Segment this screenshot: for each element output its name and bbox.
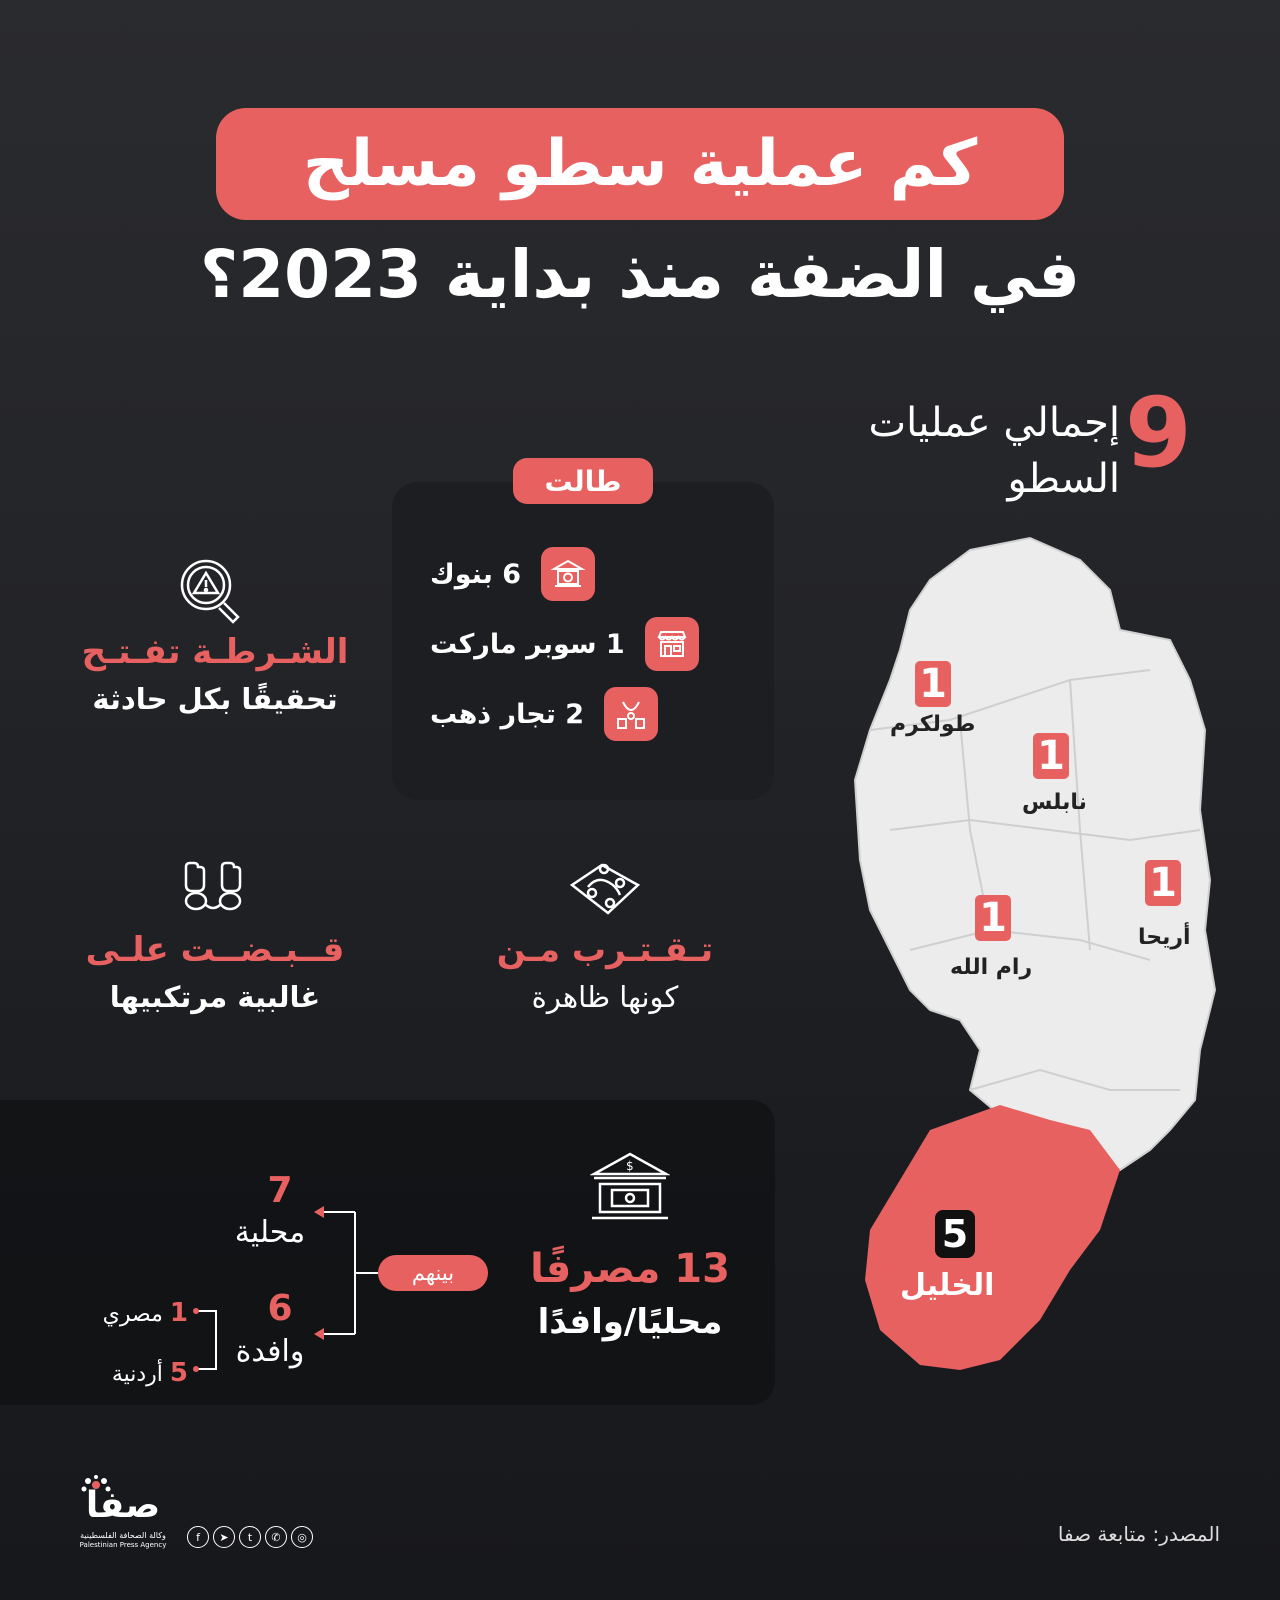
westbank-map — [850, 530, 1230, 1390]
map-count-ramallah: 1 — [975, 895, 1011, 941]
map-label-tulkarm: طولكرم — [890, 712, 976, 737]
handcuffs-icon — [180, 855, 246, 925]
between-label: بينهم — [411, 1261, 455, 1285]
map-label-hebron: الخليل — [900, 1268, 995, 1303]
source-text: المصدر: متابعة صفا — [1057, 1522, 1220, 1546]
breakdown-connector — [310, 1200, 390, 1340]
total-label-line1: إجمالي عمليات — [868, 400, 1120, 446]
svg-text:$: $ — [626, 1159, 634, 1173]
total-label — [800, 395, 1120, 507]
target-banks-text: 6 بنوك — [430, 558, 522, 590]
police-title: الشـرطـة تفـتـح — [81, 632, 349, 672]
map-label-nablus: نابلس — [1022, 790, 1087, 815]
local-label: محلية — [234, 1215, 306, 1250]
title-line2: في الضفة منذ بداية 2023؟ — [199, 236, 1081, 313]
target-row-banks — [430, 546, 746, 602]
banks-headline: 13 مصرفًا — [530, 1246, 730, 1292]
telegram-icon[interactable]: ➤ — [213, 1526, 235, 1548]
map-hebron-region — [865, 1105, 1120, 1370]
instagram-icon[interactable]: ◎ — [291, 1526, 313, 1548]
whatsapp-icon[interactable]: ✆ — [265, 1526, 287, 1548]
agency-ar: وكالة الصحافة الفلسطينية — [80, 1531, 166, 1540]
approach-subtitle: كونها ظاهرة — [531, 980, 679, 1014]
map-label-jericho: أريحا — [1138, 925, 1191, 950]
approach-title: تـقـتـرب مـن — [496, 930, 714, 970]
jordanian-count: 5 — [169, 1358, 188, 1388]
map-label-ramallah: رام الله — [950, 955, 1033, 980]
social-icons — [187, 1526, 313, 1548]
between-pill — [378, 1255, 488, 1291]
facebook-icon[interactable]: f — [187, 1526, 209, 1548]
egyptian-label: مصري — [102, 1302, 163, 1327]
map-count-hebron: 5 — [935, 1210, 975, 1258]
foreign-connector — [192, 1305, 228, 1375]
target-supermarket-text: 1 سوبر ماركت — [430, 628, 625, 660]
target-gold-text: 2 تجار ذهب — [430, 698, 585, 730]
title-pill — [216, 108, 1064, 220]
arrests-title: قــبـضــت علـى — [85, 930, 345, 970]
jordanian-label: أردنية — [111, 1362, 163, 1387]
tumblr-icon[interactable]: t — [239, 1526, 261, 1548]
store-icon — [645, 617, 699, 671]
police-subtitle: تحقيقًا بكل حادثة — [92, 682, 338, 716]
safa-logo — [68, 1475, 178, 1549]
banks-subheadline: محليًا/وافدًا — [537, 1302, 723, 1342]
agency-en: Palestinian Press Agency — [79, 1541, 167, 1549]
map-count-jericho: 1 — [1145, 860, 1181, 906]
title-line1: كم عملية سطو مسلح — [302, 127, 978, 201]
target-row-gold — [430, 686, 746, 742]
map-north-region — [855, 538, 1215, 1170]
foreign-label: وافدة — [235, 1334, 305, 1369]
jewelry-icon — [604, 687, 658, 741]
search-alert-icon — [174, 555, 250, 629]
map-route-icon — [568, 855, 642, 927]
bank-building-icon — [590, 1150, 670, 1226]
foreign-count: 6 — [267, 1288, 293, 1329]
local-count: 7 — [267, 1170, 293, 1211]
target-row-supermarket — [430, 616, 746, 672]
map-count-tulkarm: 1 — [915, 661, 951, 707]
targets-tag: طالت — [513, 458, 653, 504]
logo-text: صفا — [85, 1485, 161, 1526]
egyptian-count: 1 — [169, 1298, 188, 1328]
arrests-subtitle: غالبية مرتكبيها — [109, 980, 321, 1014]
total-label-line2: السطو — [1007, 456, 1120, 502]
jordanian-row — [88, 1358, 188, 1388]
egyptian-row — [88, 1298, 188, 1328]
bank-icon — [541, 547, 595, 601]
map-count-nablus: 1 — [1033, 733, 1069, 779]
total-number: 9 — [1125, 377, 1192, 489]
